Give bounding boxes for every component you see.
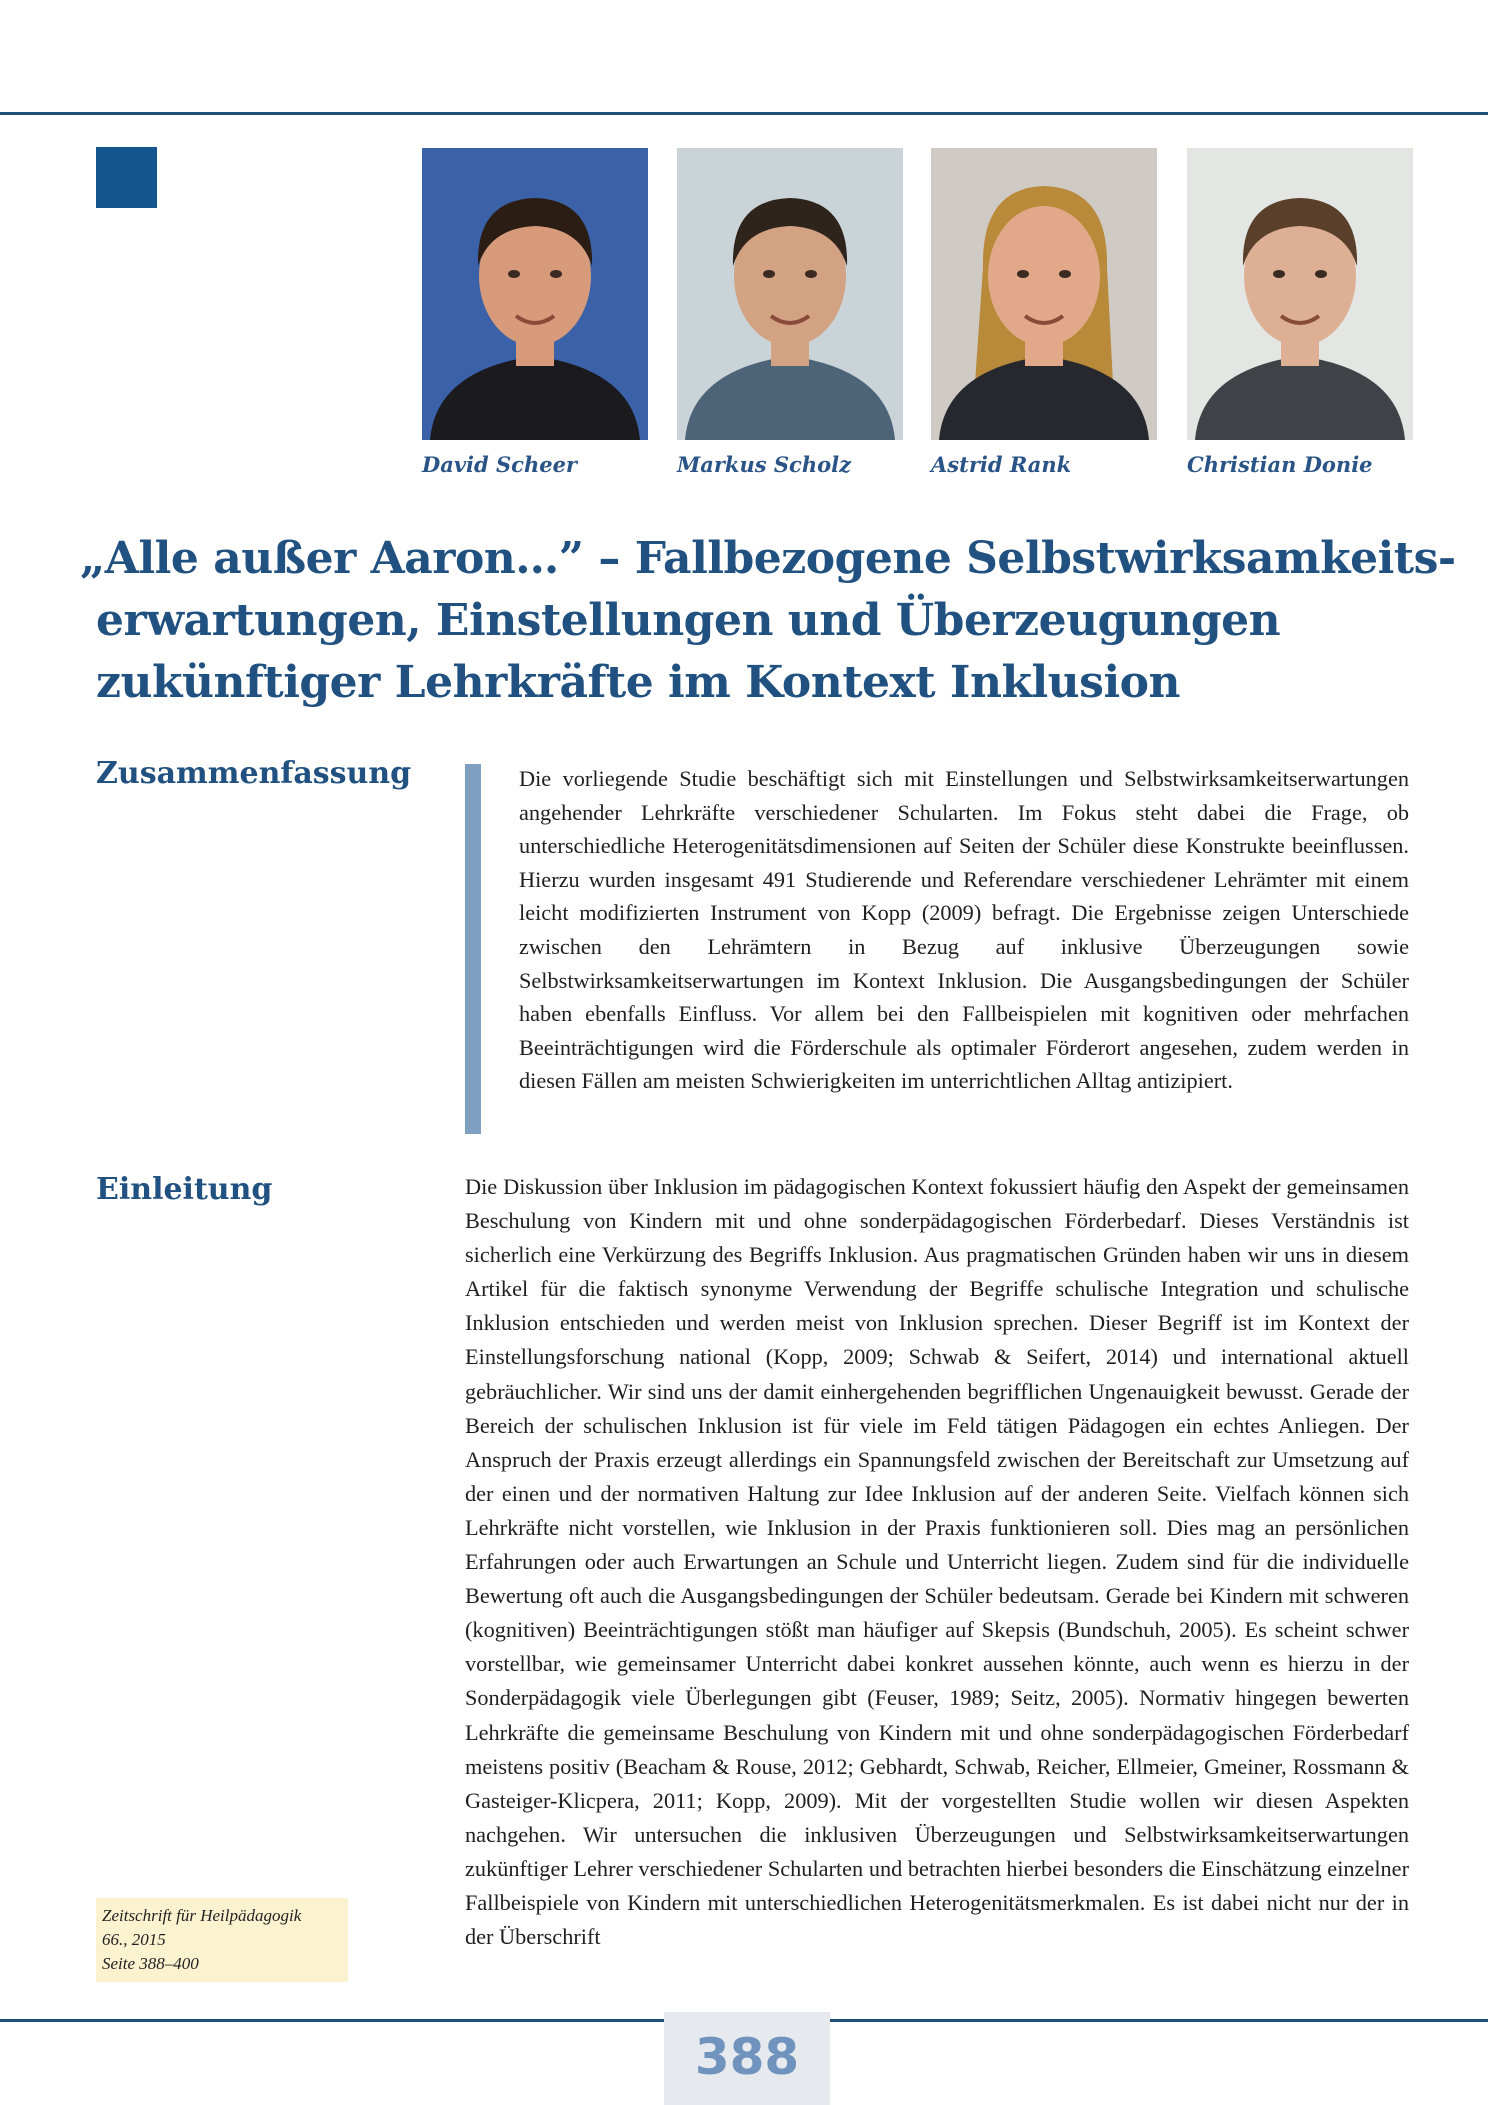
introduction-text: Die Diskussion über Inklusion im pädagogischen Kontext fokussiert häufig den Aspekt der gemeinsamen Beschulung von Kindern mit und ohne sonderpädagogischen Förderbedarf. Dieses Verständnis ist sicherlich eine Verkürzung des Begriffs Inklusion. Aus pragmatischen Gründen haben wir uns in diesem Artikel für die faktisch synonyme Verwendung der Begriffe schulische Integration und schulische Inklusion entschieden und werden meist von Inklusion sprechen. Dieser Begriff ist im Kontext der Einstellungsforschung national (Kopp, 2009; Schwab & Seifert, 2014) und international aktuell gebräuchlicher. Wir sind uns der damit einhergehenden begrifflichen Ungenauigkeit bewusst. Gerade der Bereich der schulischen Inklusion ist für viele im Feld tätigen Pädagogen ein echtes Anliegen. Der Anspruch der Praxis erzeugt allerdings ein Spannungsfeld zwischen der Bereitschaft zur Umsetzung auf der einen und der normativen Haltung zur Idee Inklusion auf der anderen Seite. Vielfach können sich Lehrkräfte nicht vorstellen, wie Inklusion in der Praxis funktionieren soll. Dies mag an persönlichen Erfahrungen oder auch Erwartungen an Schule und Unterricht liegen. Zudem sind für die individuelle Bewertung oft auch die Ausgangsbedingungen der Schüler bedeutsam. Gerade bei Kindern mit schweren (kognitiven) Beeinträchtigungen stößt man häufiger auf Skepsis (Bundschuh, 2005). Es scheint schwer vorstellbar, wie gemeinsamer Unterricht dabei konkret aussehen könnte, auch wenn es hierzu in der Sonderpädagogik viele Überlegungen gibt (Feuser, 1989; Seitz, 2005). Normativ hingegen bewerten Lehrkräfte die gemeinsame Beschulung von Kindern mit und ohne sonderpädagogischen Förderbedarf meistens positiv (Beacham & Rouse, 2012; Gebhardt, Schwab, Reicher, Ellmeier, Gmeiner, Rossmann & Gasteiger-Klicpera, 2011; Kopp, 2009). Mit der vorgestellten Studie wollen wir diesen Aspekten nachgehen. Wir untersuchen die inklusiven Überzeugungen und Selbstwirksamkeitserwartungen zukünftiger Lehrer verschiedener Schularten und betrachten hierbei besonders die Einschätzung einzelner Fallbeispiele von Kindern mit unterschiedlichen Heterogenitätsmerkmalen. Es ist dabei nicht nur der in der Überschrift (465, 1174, 1409, 1950)
author-photo (422, 148, 648, 440)
introduction-heading: Einleitung (96, 1172, 273, 1207)
author-photo (677, 148, 903, 440)
author-name: Markus Scholz (677, 452, 851, 477)
abstract-text: Die vorliegende Studie beschäftigt sich mit Einstellungen und Selbstwirksamkeitserwartungen angehender Lehrkräfte verschiedener Schularten. Im Fokus steht dabei die Frage, ob unterschiedliche Heterogenitätsdimensionen auf Seiten der Schüler diese Konstrukte beeinflussen. Hierzu wurden insgesamt 491 Studierende und Referendare verschiedener Lehrämter mit einem leicht modifizierten Instrument von Kopp (2009) befragt. Die Ergebnisse zeigen Unterschiede zwischen den Lehrämtern in Bezug auf inklusive Überzeugungen sowie Selbstwirksamkeitserwartungen im Kontext Inklusion. Die Ausgangsbedingungen der Schüler haben ebenfalls Einfluss. Vor allem bei den Fallbeispielen mit kognitiven oder mehrfachen Beeinträchtigungen wird die Förderschule als optimaler Förderort angesehen, zudem werden in diesen Fällen am meisten Schwierigkeiten im unterrichtlichen Alltag antizipiert. (519, 766, 1409, 1094)
top-rule (0, 112, 1488, 115)
article-title (80, 528, 1456, 714)
title-line-3: zukünftiger Lehrkräfte im Kontext Inklusion (96, 657, 1180, 708)
portrait-image (1187, 148, 1413, 440)
author-astrid-rank (931, 148, 1157, 477)
portrait-image (677, 148, 903, 440)
author-name: Christian Donie (1187, 452, 1373, 477)
author-photo (1187, 148, 1413, 440)
journal-pages: Seite 388–400 (102, 1954, 199, 1973)
portrait-image (931, 148, 1157, 440)
page-number: 388 (664, 2012, 830, 2105)
abstract-accent-bar (465, 764, 481, 1134)
author-photo (931, 148, 1157, 440)
author-markus-scholz (677, 148, 903, 477)
journal-name: Zeitschrift für Heilpädagogik (102, 1906, 302, 1925)
journal-citation-box (96, 1898, 348, 1982)
abstract-heading: Zusammenfassung (96, 756, 412, 791)
title-line-2: erwartungen, Einstellungen und Überzeugungen (96, 595, 1281, 646)
title-line-1: „Alle außer Aaron…” – Fallbezogene Selbstwirksamkeits- (80, 533, 1456, 584)
section-marker-square (96, 147, 157, 208)
portrait-image (422, 148, 648, 440)
journal-volume: 66., 2015 (102, 1930, 166, 1949)
author-david-scheer (422, 148, 648, 477)
author-name: David Scheer (422, 452, 577, 477)
author-christian-donie (1187, 148, 1413, 477)
author-name: Astrid Rank (931, 452, 1072, 477)
